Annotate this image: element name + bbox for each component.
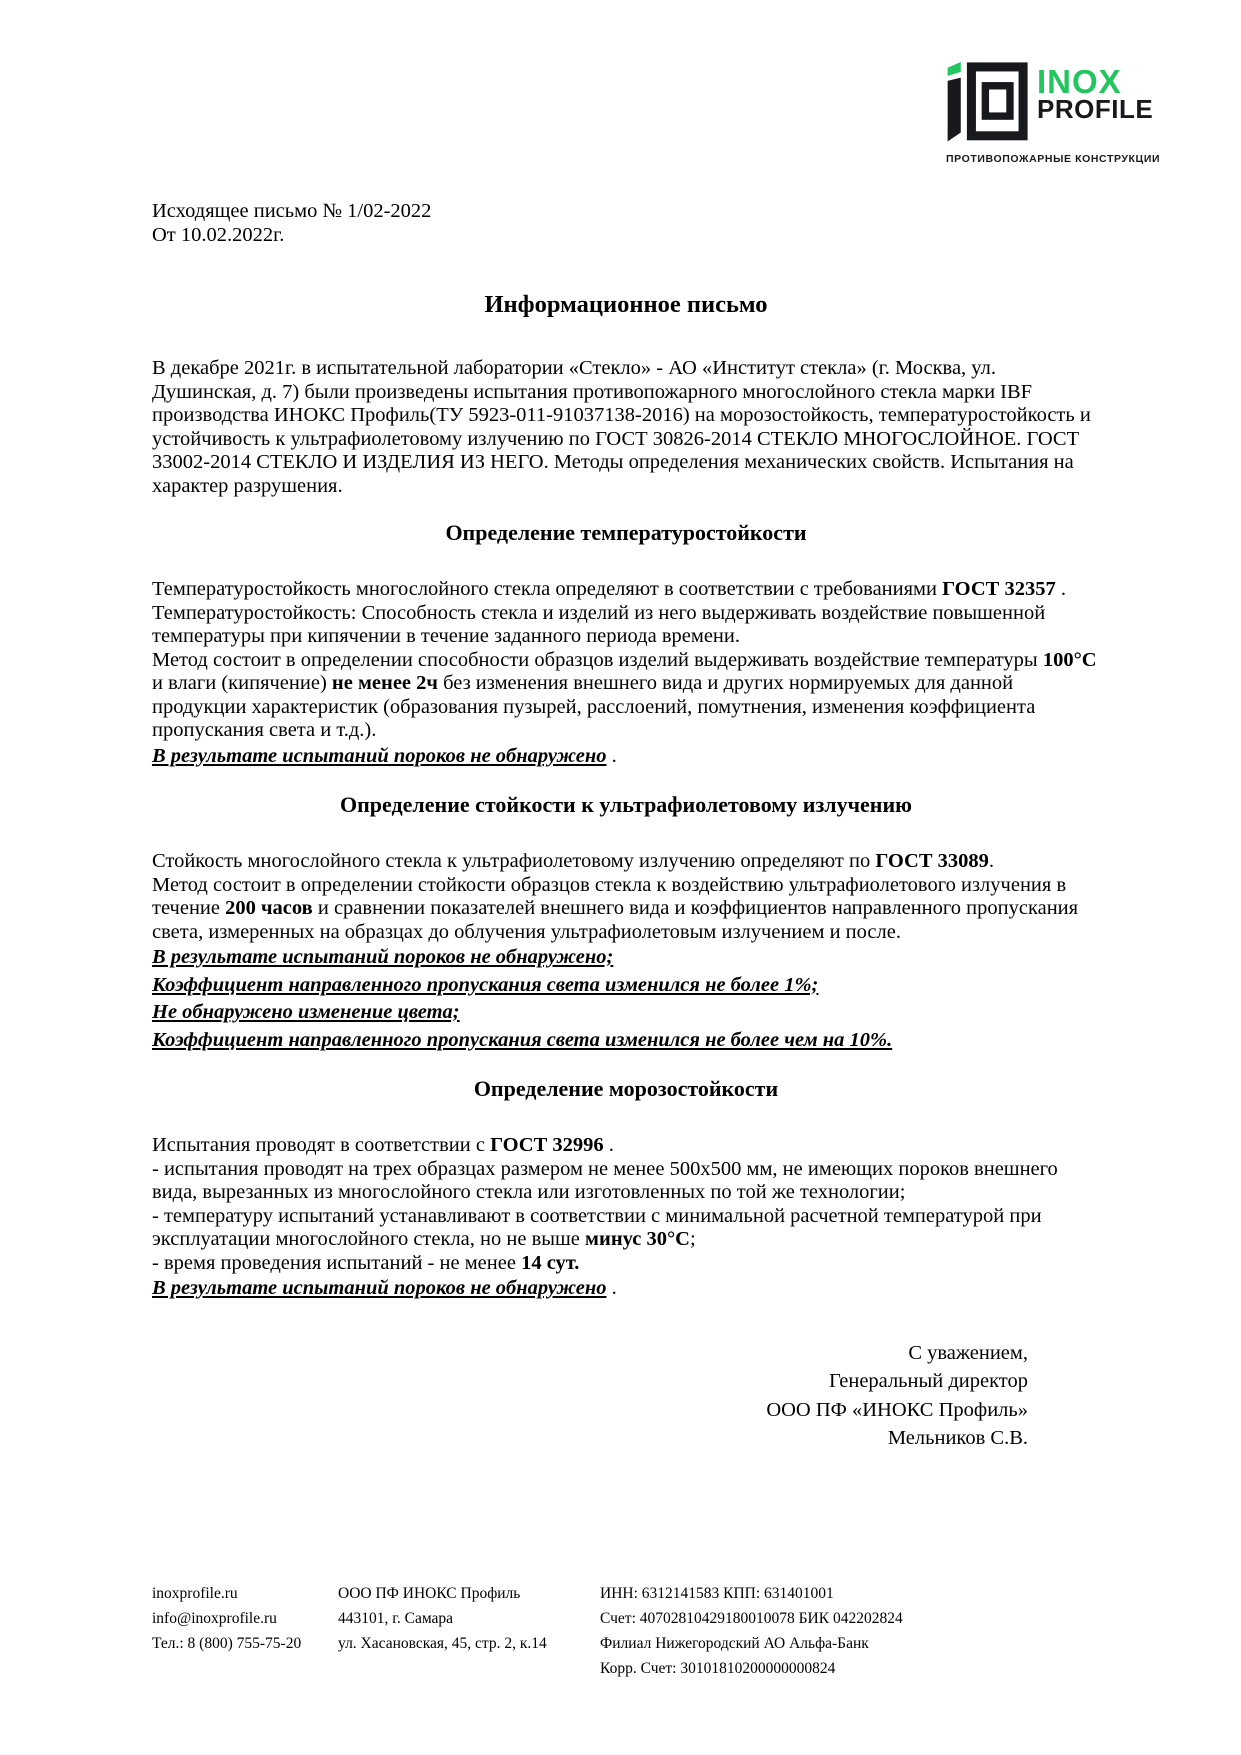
footer-email: info@inoxprofile.ru (152, 1610, 277, 1627)
result-statement (152, 944, 1100, 972)
text-segment: Не обнаружено изменение цвета; (152, 1001, 460, 1023)
logo-inner-square (985, 86, 1010, 116)
paragraph (152, 850, 1100, 874)
logo-outer-square (971, 67, 1023, 136)
footer-account: Счет: 40702810429180010078 БИК 042202824 (600, 1610, 903, 1627)
text-segment: . (1055, 578, 1066, 600)
text-segment: В результате испытаний пороков не обнаружено; (152, 946, 614, 968)
paragraph (152, 874, 1100, 945)
text-segment: ГОСТ 33089 (875, 850, 989, 872)
signature-line-company: ООО ПФ «ИНОКС Профиль» (766, 1398, 1028, 1421)
text-segment: ГОСТ 32357 (942, 578, 1056, 600)
text-segment: 14 сут. (521, 1251, 580, 1274)
text-segment: минус 30°С (585, 1228, 690, 1250)
text-segment: Стойкость многослойного стекла к ультрафиолетовому излучению определяют по (152, 850, 876, 872)
text-segment: . (606, 744, 617, 767)
letter-content (152, 200, 1100, 1453)
text-segment: Температуростойкость многослойного стекла определяют в соответствии с требованиями (152, 578, 943, 600)
section-heading: Определение температуростойкости (445, 520, 807, 545)
text-segment: и сравнении показателей внешнего вида и коэффициентов направленного пропускания света, измеренных на образцах до облучения ультрафиолетовым излучением и после. (152, 897, 1079, 943)
footer-corr-account: Корр. Счет: 30101810200000000824 (600, 1660, 836, 1677)
footer-contacts-column (152, 1581, 301, 1656)
result-statement (152, 1027, 1100, 1055)
paragraph (152, 578, 1100, 602)
paragraph (152, 1252, 1100, 1276)
text-segment: . (988, 850, 995, 872)
text-segment: - испытания проводят на трех образцах размером не менее 500х500 мм, не имеющих пороков внешнего вида, вырезанных из многослойного стекла или изготовленных по той же технологии; (152, 1157, 1058, 1203)
text-segment: Температуростойкость: Способность стекла и изделий из него выдерживать воздействие повышенной температуры при кипячении в течение заданного периода времени. (152, 601, 1046, 647)
footer-bank-column (600, 1581, 903, 1681)
signature-line-position: Генеральный директор (828, 1370, 1028, 1392)
paragraph (152, 602, 1100, 649)
text-segment: Коэффициент направленного пропускания света изменился не более чем на 10%. (152, 1028, 893, 1051)
signature-block (152, 1339, 1100, 1453)
result-statement (152, 972, 1100, 1000)
paragraph (152, 357, 1100, 498)
letter-body (152, 357, 1100, 1303)
footer-city: 443101, г. Самара (338, 1610, 454, 1627)
paragraph (152, 1134, 1100, 1158)
text-segment: ГОСТ 32996 (490, 1134, 604, 1156)
inox-profile-logo-icon (946, 60, 1028, 146)
outgoing-date-line: От 10.02.2022г. (152, 223, 285, 246)
logo-text-profile: PROFILE (1037, 94, 1154, 124)
footer-company-name: ООО ПФ ИНОКС Профиль (338, 1585, 521, 1602)
letter-footer (152, 1581, 1152, 1691)
text-segment: . (606, 1277, 617, 1299)
footer-bank-name: Филиал Нижегородский АО Альфа-Банк (600, 1635, 869, 1652)
logo-names (1037, 60, 1153, 122)
company-logo (946, 60, 1161, 165)
text-segment: 200 часов (225, 897, 313, 919)
letter-title: Информационное письмо (484, 291, 768, 318)
section-heading: Определение стойкости к ультрафиолетовому излучению (340, 792, 912, 817)
signature-line-regards: С уважением, (908, 1341, 1028, 1364)
paragraph (152, 1205, 1100, 1252)
text-segment: Коэффициент направленного пропускания света изменился не более 1%; (152, 973, 819, 996)
text-segment: В декабре 2021г. в испытательной лаборатории «Стекло» - АО «Институт стекла» (г. Москва, ул. Душинская, д. 7) были произведены испытания противопожарного многослойного стекла марки IBF производства ИНОКС Профиль(ТУ 5923-011-91037138-2016) на морозостойкость, температуростойкость и устойчивость к ультрафиолетовому излучению по ГОСТ 30826-2014 СТЕКЛО МНОГОСЛОЙНОЕ. ГОСТ 33002-2014 СТЕКЛО И ИЗДЕЛИЯ ИЗ НЕГО. Методы определения механических свойств. Испытания на характер разрушения. (152, 357, 1091, 497)
text-segment: не менее 2ч (331, 672, 438, 694)
text-segment: ; (689, 1228, 696, 1250)
result-statement (152, 743, 1100, 771)
text-segment: В результате испытаний пороков не обнаружено (152, 744, 607, 767)
text-segment: и влаги (кипячение) (152, 672, 332, 694)
text-segment: В результате испытаний пороков не обнаружено (152, 1277, 607, 1299)
logo-row (946, 60, 1154, 146)
outgoing-number-line: Исходящее письмо № 1/02-2022 (152, 200, 432, 222)
footer-website: inoxprofile.ru (152, 1585, 238, 1602)
paragraph (152, 649, 1100, 743)
text-segment: Метод состоит в определении способности образцов изделий выдерживать воздействие температуры (152, 648, 1043, 671)
text-segment: Испытания проводят в соответствии с (152, 1134, 491, 1156)
result-statement (152, 999, 1100, 1027)
result-statement (152, 1275, 1100, 1303)
signature-line-name: Мельников С.В. (887, 1427, 1028, 1449)
section-heading: Определение морозостойкости (473, 1076, 779, 1101)
footer-phone: Тел.: 8 (800) 755-75-20 (152, 1635, 302, 1652)
paragraph (152, 1158, 1100, 1205)
footer-inn-kpp: ИНН: 6312141583 КПП: 631401001 (600, 1585, 834, 1602)
logo-green-accent (948, 62, 961, 76)
text-segment: Метод состоит в определении стойкости образцов стекла к воздействию ультрафиолетового излучения в течение (152, 873, 1067, 919)
footer-street: ул. Хасановская, 45, стр. 2, к.14 (338, 1635, 547, 1652)
text-segment: - время проведения испытаний - не менее (152, 1251, 522, 1274)
text-segment: . (603, 1134, 614, 1156)
footer-address-column (338, 1581, 547, 1656)
text-segment: 100°С (1042, 648, 1097, 671)
logo-text-inox: INOX (1037, 63, 1122, 100)
text-segment: без изменения внешнего вида и других нормируемых для данной продукции характеристик (образования пузырей, расслоений, помутнения, изменения коэффициента пропускания света и т.д.). (152, 672, 1036, 741)
logo-tagline: ПРОТИВОПОЖАРНЫЕ КОНСТРУКЦИИ (946, 153, 1161, 165)
logo-i-bar (948, 78, 961, 142)
text-segment: - температуру испытаний устанавливают в соответствии с минимальной расчетной температурой при эксплуатации многослойного стекла, но не выше (152, 1204, 1042, 1250)
